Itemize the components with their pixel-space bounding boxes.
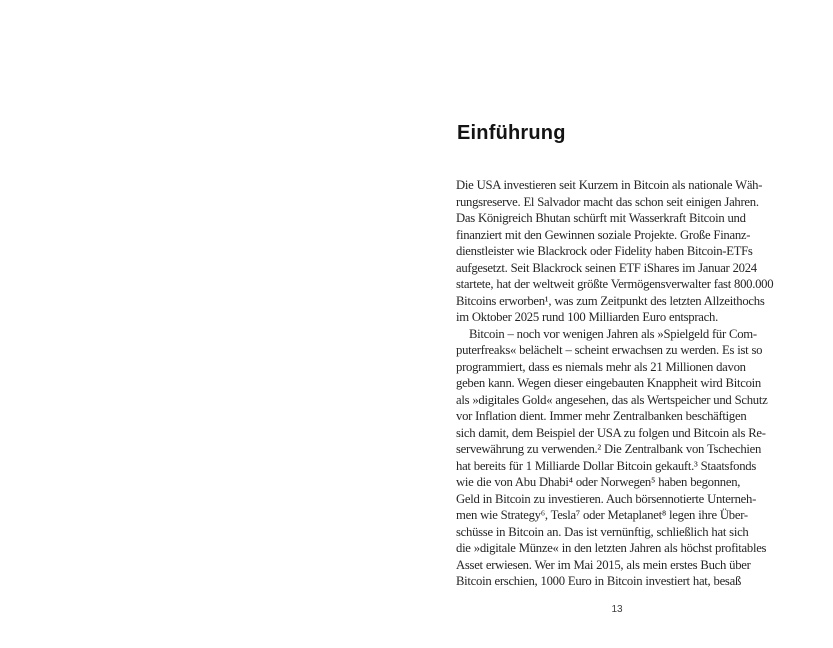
text-line: wie die von Abu Dhabi⁴ oder Norwegen⁵ haben begonnen, [456,475,741,489]
text-line: im Oktober 2025 rund 100 Milliarden Euro entsprach. [456,310,718,324]
body-text [456,177,778,590]
text-line: finanziert mit den Gewinnen soziale Projekte. Große Finanz- [456,227,751,242]
text-line: rungsreserve. El Salvador macht das schon seit einigen Jahren. [456,194,759,209]
text-line: die »digitale Münze« in den letzten Jahren als höchst profitables [456,541,767,555]
text-line: geben kann. Wegen dieser eingebauten Knappheit wird Bitcoin [456,376,761,390]
text-line: schüsse in Bitcoin an. Das ist vernünftig, schließlich hat sich [456,524,749,539]
text-line: servewährung zu verwenden.² Die Zentralbank von Tschechien [456,442,762,456]
page-number: 13 [611,604,623,615]
text-line: aufgesetzt. Seit Blackrock seinen ETF iShares im Januar 2024 [456,260,757,275]
text-line: programmiert, dass es niemals mehr als 21 Millionen davon [456,359,746,374]
text-line: Bitcoins erworben¹, was zum Zeitpunkt des letzten Allzeithochs [456,293,765,308]
text-line: startete, hat der weltweit größte Vermögensverwalter fast 800.000 [456,277,774,291]
text-line: hat bereits für 1 Milliarde Dollar Bitcoin gekauft.³ Staatsfonds [456,458,757,473]
paragraph-1 [456,177,778,326]
text-line: Bitcoin – noch vor wenigen Jahren als »Spielgeld für Com- [469,326,757,341]
text-line: Geld in Bitcoin zu investieren. Auch börsennotierte Unterneh- [456,491,757,506]
text-line: als »digitales Gold« angesehen, das als Wertspeicher und Schutz [456,392,768,407]
chapter-heading: Einführung [457,122,566,144]
text-line: sich damit, dem Beispiel der USA zu folgen und Bitcoin als Re- [456,425,766,440]
text-line: puterfreaks« belächelt – scheint erwachsen zu werden. Es ist so [456,343,763,357]
text-line: vor Inflation dient. Immer mehr Zentralbanken beschäftigen [456,409,747,423]
text-line: Die USA investieren seit Kurzem in Bitcoin als nationale Wäh- [456,178,763,192]
paragraph-2 [456,326,778,590]
text-line: dienstleister wie Blackrock oder Fidelity haben Bitcoin-ETFs [456,244,753,258]
text-line: Asset erwiesen. Wer im Mai 2015, als mein erstes Buch über [456,557,751,572]
text-line: Das Königreich Bhutan schürft mit Wasserkraft Bitcoin und [456,211,746,225]
text-line: Bitcoin erschien, 1000 Euro in Bitcoin investiert hat, besaß [456,574,742,588]
text-line: men wie Strategy⁶, Tesla⁷ oder Metaplanet⁸ legen ihre Über- [456,508,748,522]
